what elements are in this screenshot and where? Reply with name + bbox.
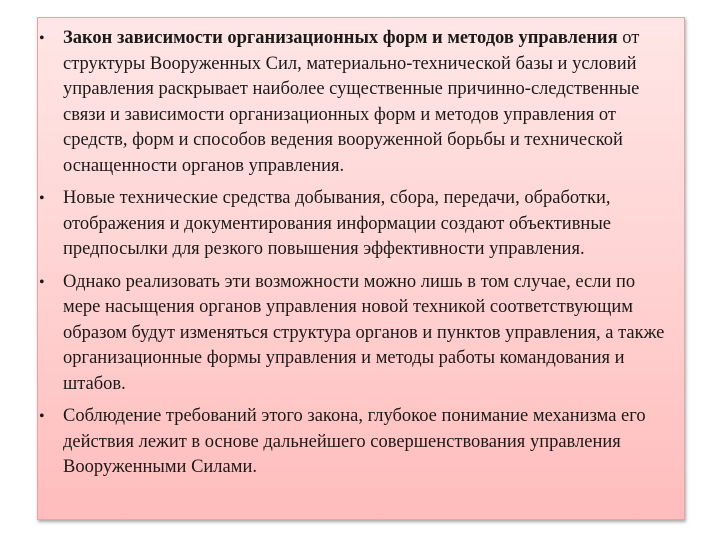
bullet-dot-icon: • bbox=[39, 408, 45, 425]
bullet-dot-icon: • bbox=[39, 273, 45, 291]
content-box bbox=[37, 17, 685, 520]
bullet-text: от структуры Вооруженных Сил, материально-технической базы и условий управления раскрывает наиболее существенные причинно-следственные связи и зависимости организационных форм и методов управления от средств, форм и способов ведения вооруженной борьбы и технической оснащенности органов управления. bbox=[63, 28, 640, 176]
bullet-item-law bbox=[39, 26, 670, 179]
bullet-bold-text: Закон зависимости организационных форм и методов управления bbox=[63, 28, 618, 48]
bullet-item-new-means bbox=[39, 186, 670, 263]
bullet-item-compliance bbox=[39, 404, 670, 481]
bullet-list bbox=[39, 26, 670, 481]
bullet-dot-icon: • bbox=[39, 190, 45, 207]
bullet-text: Новые технические средства добывания, сбора, передачи, обработки, отображения и документирования информации создают объективные предпосылки для резкого повышения эффективности управления. bbox=[63, 188, 611, 259]
bullet-item-realization bbox=[39, 270, 670, 398]
bullet-dot-icon: • bbox=[39, 30, 45, 47]
bullet-text: Соблюдение требований этого закона, глубокое понимание механизма его действия лежит в основе дальнейшего совершенствования управления Вооруженными Силами. bbox=[63, 406, 646, 477]
bullet-text: Однако реализовать эти возможности можно лишь в том случае, если по мере насыщения органов управления новой техникой соответствующим образом будут изменяться структура органов и пунктов управления, а также организационные формы управления и методы работы командования и штабов. bbox=[63, 271, 665, 394]
